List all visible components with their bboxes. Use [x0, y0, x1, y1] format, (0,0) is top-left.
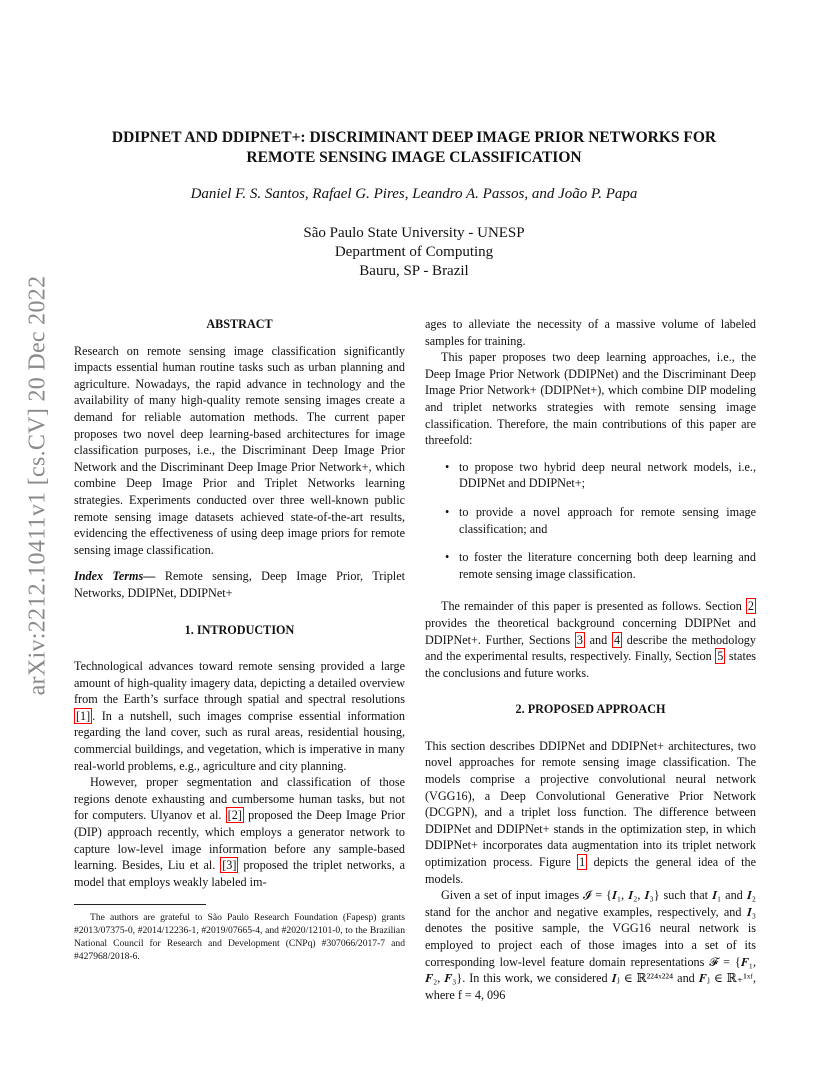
method-paragraph: Given a set of input images 𝓘 = {𝑰₁, 𝑰₂, 𝑰₃} such that 𝑰₁ and 𝑰₂ stand for the anchor and negative examples, respectively, and 𝑰₃ denotes the positive sample, the VGG16 neural network is employed to project each of those images into a set of its corresponding low-level feature domain representations 𝓕 = {𝑭₁, 𝑭₂, 𝑭₃}. In this work, we considered 𝑰ⱼ ∈ ℝ²²⁴ˣ²²⁴ and 𝑭ⱼ ∈ ℝ₊¹ˣᶠ, where f = 4, 096: [425, 888, 756, 1002]
section-link[interactable]: 2: [747, 599, 754, 614]
list-item: • to foster the literature concerning both deep learning and remote sensing image classification.: [445, 550, 756, 581]
index-terms: [74, 568, 405, 601]
affiliation-line: Bauru, SP - Brazil: [359, 263, 469, 279]
right-column: [425, 316, 756, 1003]
arxiv-identifier: [24, 275, 51, 695]
section-link[interactable]: 3: [576, 632, 583, 647]
introduction-heading: 1. INTRODUCTION: [184, 622, 295, 637]
approach-paragraph: This section describes DDIPNet and DDIPNet+ architectures, two novel approaches for remote sensing image classification. The models comprise a projective convolutional neural network (VGG16), a Deep Convolutional Generative Prior Network (DCGPN), and a triplet loss function. The difference between DDIPNet and DDIPNet+ stands in the optimization step, in which DDIPNet+ incorporates data augmentation into its triplet network optimization process. Figure 1 depicts the general idea of the models.: [425, 738, 756, 886]
arxiv-identifier-text: arXiv:2212.10411v1 [cs.CV] 20 Dec 2022: [24, 275, 51, 695]
bullet-icon: •: [445, 504, 450, 519]
left-column: [74, 316, 405, 963]
paper-authors: Daniel F. S. Santos, Rafael G. Pires, Leandro A. Passos, and João P. Papa: [190, 186, 638, 202]
intro-paragraph-1: Technological advances toward remote sensing provided a large amount of high-quality imagery data, depicting a detailed overview from the Earth’s surface through spatial and spectral resolutions [1] . In a nutshell, such images comprise essential information regarding the land cover, such as rural areas, residential housing, commercial buildings, and vegetation, which is imperative in many real-world problems, e.g., agriculture and city planning.: [74, 659, 405, 773]
abstract-heading: ABSTRACT: [206, 317, 273, 331]
citation-link[interactable]: [2]: [227, 808, 242, 823]
affiliation: [80, 224, 748, 281]
funding-footnote: The authors are grateful to São Paulo Research Foundation (Fapesp) grants #2013/07375-0, #2014/12236-1, #2019/07665-4, and #2020/12101-0, to the Brazilian National Council for Research and Development (CNPq) #307066/2017-7 and #427968/2018-6.: [74, 912, 405, 963]
section-link[interactable]: 4: [613, 632, 621, 647]
citation-link[interactable]: [1]: [76, 708, 91, 723]
intro-continuation: ages to alleviate the necessity of a massive volume of labeled samples for training.: [425, 317, 756, 348]
list-item: • to propose two hybrid deep neural network models, i.e., DDIPNet and DDIPNet+;: [445, 459, 756, 491]
figure-link[interactable]: 1: [579, 855, 586, 870]
intro-paragraph-2: However, proper segmentation and classification of those regions denote exhausting and cumbersome human tasks, but not for computers. Ulyanov et al. [2] proposed the Deep Image Prior (DIP) approach recently, which employs a generator network to capture low-level image information before any sample-based learning. Besides, Liu et al. [3] proposed the triplet networks, a model that employs weakly labeled im-: [74, 775, 405, 889]
citation-link[interactable]: [3]: [222, 858, 237, 873]
paper-title: DDIPNET AND DDIPNET+: DISCRIMINANT DEEP IMAGE PRIOR NETWORKS FOR REMOTE SENSING IMAGE CLASSIFICATION: [111, 129, 717, 166]
index-terms-label: Index Terms—: [74, 569, 156, 584]
bullet-icon: •: [445, 550, 450, 565]
bullet-icon: •: [445, 459, 450, 474]
index-terms-text: Remote sensing, Deep Image Prior, Triplet Networks, DDIPNet, DDIPNet+: [74, 569, 405, 600]
footnote-divider: [74, 904, 206, 905]
abstract-text: Research on remote sensing image classification significantly impacts essential human routine tasks such as urban planning and agriculture. Nowadays, the rapid advance in technology and the availability of many high-quality remote sensing images create a demand for reliable automation methods. The current paper proposes two novel deep learning-based architectures for image classification purposes, i.e., the Discriminant Deep Image Prior Network and the Discriminant Deep Image Prior Network+, which combine Deep Image Prior and Triplet Networks learning strategies. Experiments conducted over three well-known public remote sensing image datasets achieved state-of-the-art results, evidencing the effectiveness of using deep image priors for remote sensing image classification.: [74, 343, 405, 557]
section-link[interactable]: 5: [717, 649, 724, 664]
proposed-approach-heading: 2. PROPOSED APPROACH: [515, 702, 666, 717]
contributions-list: [425, 459, 756, 583]
contributions-intro: This paper proposes two deep learning approaches, i.e., the Deep Image Prior Network (DDIPNet) and the Discriminant Deep Image Prior Network+ (DDIPNet+), which combine DIP modeling and triplet networks strategies with remote sensing image classification. Therefore, the main contributions of this paper are threefold:: [425, 350, 756, 448]
affiliation-line: Department of Computing: [334, 244, 494, 260]
affiliation-line: São Paulo State University - UNESP: [303, 225, 525, 241]
list-item: • to provide a novel approach for remote sensing image classification; and: [445, 504, 756, 536]
remainder-paragraph: The remainder of this paper is presented as follows. Section 2 provides the theoretical background concerning DDIPNet and DDIPNet+. Further, Sections 3 and 4 describe the methodology and the experimental results, respectively. Finally, Section 5 states the conclusions and future works.: [425, 599, 756, 680]
